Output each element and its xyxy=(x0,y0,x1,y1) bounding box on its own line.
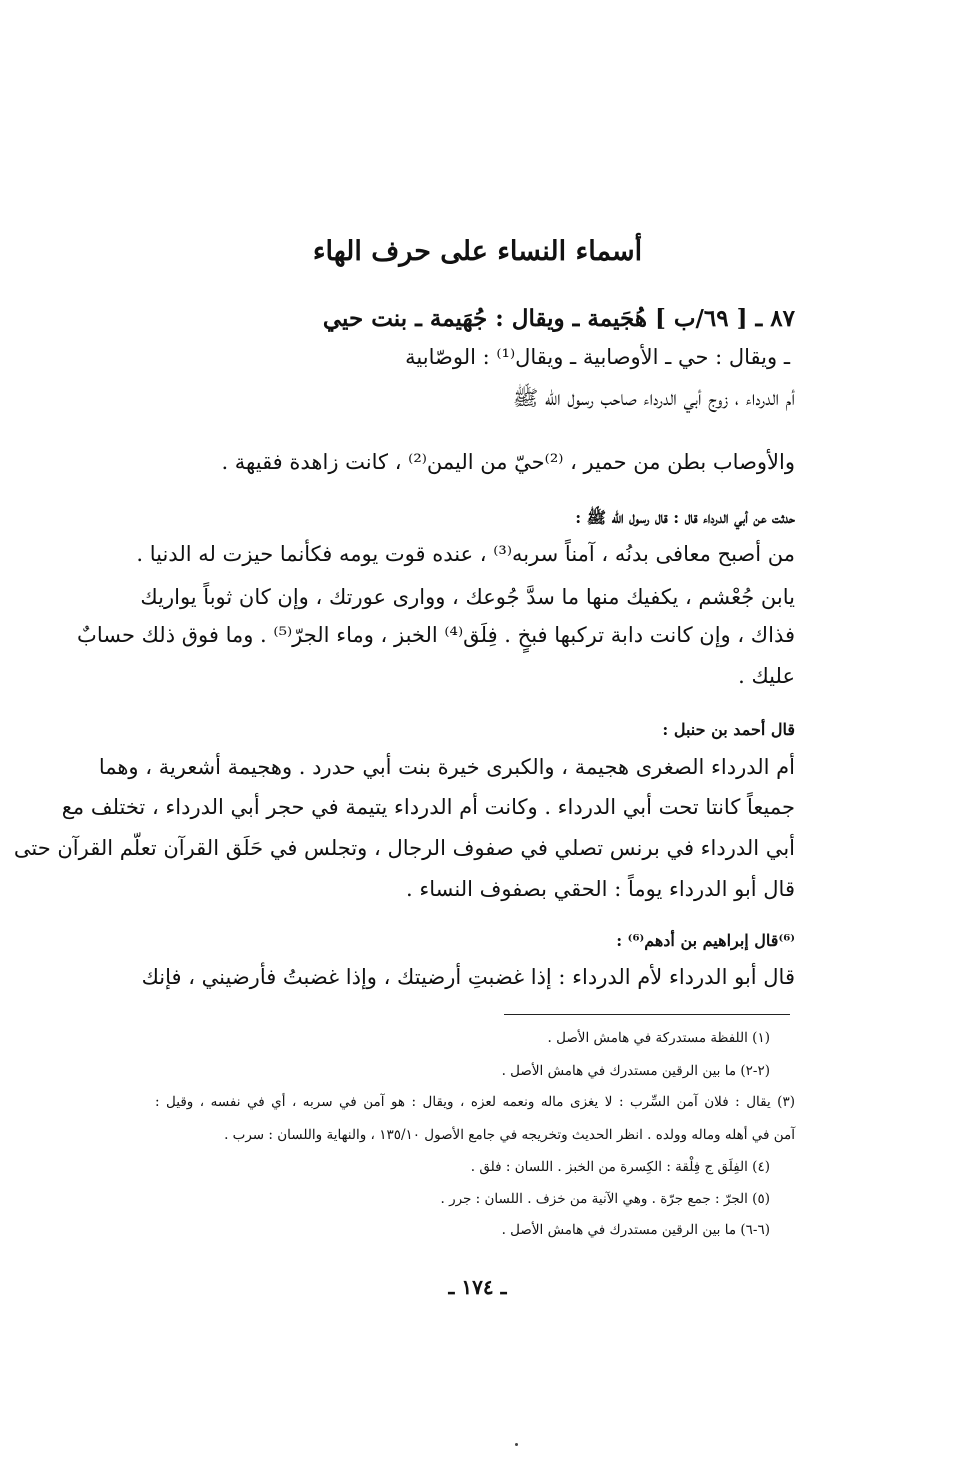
section-heading-hadith: حدثت عن أبي الدرداء قال : قال رسول الله ﷺ : xyxy=(575,508,795,527)
footnote-4: (٤) الفِلَق ج فِلْقة : الكِسرة من الخبز . اللسان : فلق . xyxy=(470,1159,770,1175)
page-number: ـ ١٧٤ ـ xyxy=(448,1275,507,1299)
hadith-line-1: من أصبح معافى بدنُه ، آمناً سربه⁽³⁾ ، عنده قوت يومه فكأنما حيزت له الدنيا . xyxy=(136,542,795,566)
page-title: أسماء النساء على حرف الهاء xyxy=(312,236,643,267)
ahmad-line-2: جميعاً كانتا تحت أبي الدرداء . وكانت أم الدرداء يتيمة في حجر أبي الدرداء ، تختلف مع xyxy=(61,795,795,819)
footnote-6: (٦-٦) ما بين الرقين مستدرك في هامش الأصل . xyxy=(501,1222,770,1238)
entry-description: والأوصاب بطن من حمير ، ⁽²⁾حيّ من اليمن⁽²⁾ ، كانت زاهدة فقيهة . xyxy=(221,450,795,474)
ahmad-line-1: أم الدرداء الصغرى هجيمة ، والكبرى خيرة بنت أبي حدرد . وهجيمة أشعرية ، وهما xyxy=(98,755,795,779)
hadith-line-2: يابن جُعْشم ، يكفيك منها ما سدَّ جُوعك ، ووارى عورتك ، وإن كان ثوباً يواريك xyxy=(140,585,795,609)
ahmad-line-4: قال أبو الدرداء يوماً : الحقي بصفوف النساء . xyxy=(406,877,795,901)
footnote-divider xyxy=(504,1014,790,1015)
entry-heading-line-3: أم الدرداء ، زوج أبي الدرداء صاحب رسول الله ﷺ xyxy=(512,386,795,410)
footnote-3: (٣) يقال : فلان آمن السِّرب : لا يغزى ماله ونعمه لعزه ، ويقال : هو آمن في سربه ، أي في نفسه ، وقيل : xyxy=(155,1094,795,1110)
hadith-line-3: فذاك ، وإن كانت دابة تركبها فبخٍ . فِلَق⁽⁴⁾ الخبز ، وماء الجرّ⁽⁵⁾ . وما فوق ذلك حسابٌ xyxy=(77,623,795,647)
entry-heading-line-2: ـ ويقال : حي ـ الأوصابية ـ ويقال⁽¹⁾ : الوصّابية xyxy=(405,345,790,369)
footnote-3-continued: آمن في أهله وماله وولده . انظر الحديث وتخريجه في جامع الأصول ١٣٥/١٠ ، والنهاية واللسان : سرب . xyxy=(224,1127,795,1143)
ahmad-line-3: أبي الدرداء في برنس تصلي في صفوف الرجال ، وتجلس في حَلَق القرآن تعلّم القرآن حتى xyxy=(13,836,795,860)
footnote-5: (٥) الجرّ : جمع جرّة . وهي الآنية من خزف . اللسان : جرر . xyxy=(440,1191,770,1207)
ibrahim-line-1: قال أبو الدرداء لأم الدرداء : إذا غضبتِ أرضيتك ، وإذا غضبتُ فأرضيني ، فإنك xyxy=(141,965,795,989)
footnote-1: (١) اللفظة مستدركة في هامش الأصل . xyxy=(547,1030,770,1046)
entry-heading-line-1: ٨٧ ـ [ ٦٩/ب ] هُجَيمة ـ ويقال : جُهَيمة ـ بنت حيي xyxy=(322,305,795,332)
hadith-line-4: عليك . xyxy=(738,664,795,688)
footnote-2: (٢-٢) ما بين الرقين مستدرك في هامش الأصل . xyxy=(501,1063,770,1079)
scan-speck xyxy=(515,1443,518,1446)
section-heading-ibrahim: ⁽⁶⁾قال إبراهيم بن أدهم⁽⁶⁾ : xyxy=(616,931,795,950)
section-heading-ahmad: قال أحمد بن حنبل : xyxy=(662,720,795,739)
